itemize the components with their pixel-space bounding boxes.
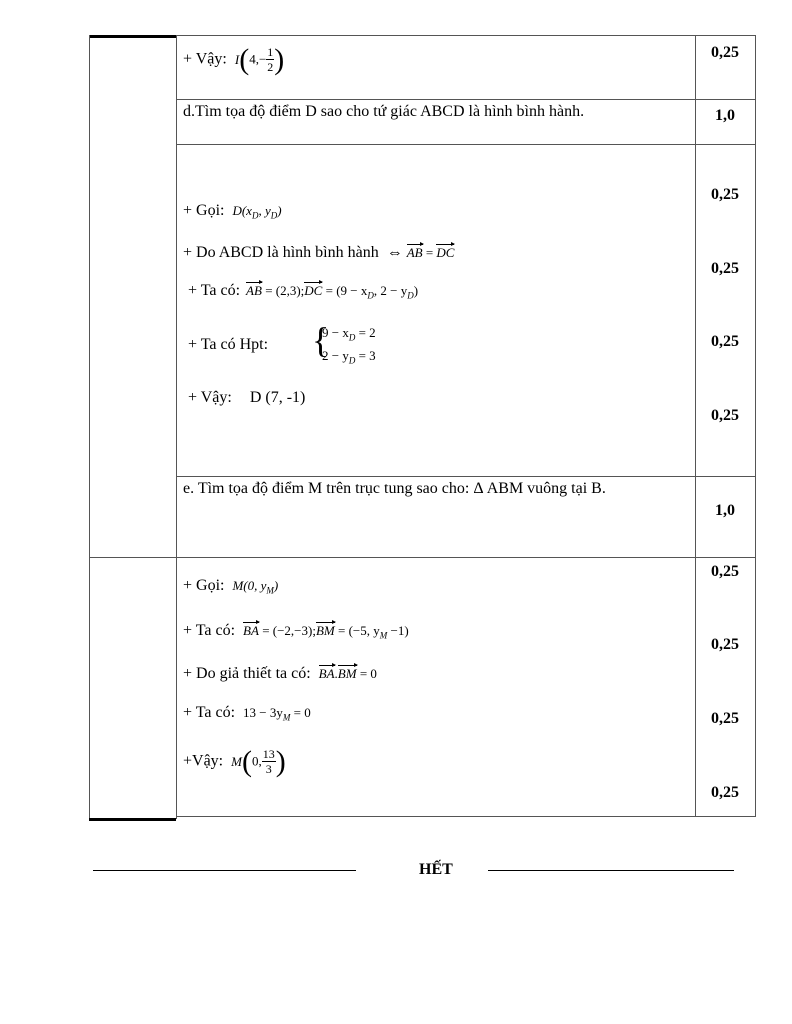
row-divider-3 [176, 476, 755, 477]
row-e-vay-fraction [262, 748, 276, 777]
row-d-taco-sub1: D [367, 290, 374, 301]
row-a-sign: − [258, 51, 267, 67]
row-d-taco-val2: = (9 − x [325, 283, 368, 298]
col-divider-1 [176, 35, 177, 819]
row-d-taco-sub2: D [407, 290, 414, 301]
row-d-do-label: + Do ABCD là hình bình hành [183, 244, 379, 261]
row-d-goi-sub1: D [251, 210, 259, 221]
row-e-vay-den: 3 [265, 761, 272, 776]
row-e-taco2-expr: 13 − 3y [243, 705, 283, 720]
row-a-den: 2 [267, 59, 274, 74]
row-d-hpt-brace: { [312, 320, 330, 360]
row-d-taco-val3: , 2 − y [373, 283, 408, 298]
row-e-taco-label: + Ta có: [183, 622, 236, 639]
row-d-taco-val4: ) [413, 283, 419, 298]
row-d-hpt-line1 [322, 326, 376, 343]
row-d-hpt-l1b: = 2 [355, 325, 376, 340]
row-d-hpt-l2a: 2 − y [322, 348, 349, 363]
row-e-goi-end: ) [273, 578, 279, 593]
row-d-hpt-l1s: D [348, 332, 356, 343]
row-d-goi-end: ) [277, 203, 282, 218]
table-right-border [755, 35, 756, 817]
row-e-taco-vec1: BA [243, 623, 259, 638]
row-e-vay-num: 13 [262, 746, 275, 761]
row-e-taco-vec2: BM [315, 623, 335, 638]
row-e-gt [183, 666, 377, 682]
row-d-do-vec2: DC [436, 245, 455, 260]
row-e-header-score: 1,0 [715, 502, 735, 519]
row-a-x: 4, [249, 51, 259, 67]
table-bottom-border [176, 816, 755, 817]
row-a-name: I [234, 51, 240, 67]
row-e-goi-label: + Gọi: [183, 577, 225, 594]
table-bottom-border-left [89, 818, 176, 821]
row-d-header-score: 1,0 [715, 107, 735, 124]
row-e-taco-sub: M [379, 630, 388, 641]
footer-rule-right [488, 870, 734, 871]
row-e-score-4: 0,25 [711, 784, 739, 801]
table-top-border [176, 35, 755, 36]
row-e-taco-val1: = (−2,−3); [262, 623, 316, 638]
row-d-do-eq: = [425, 245, 434, 260]
row-d-hpt-l2b: = 3 [355, 348, 376, 363]
row-e-goi-expr: M(0, y [232, 578, 267, 593]
row-a-num: 1 [267, 44, 274, 59]
row-e-goi-sub: M [266, 585, 274, 596]
row-e-taco2-sub: M [282, 712, 291, 723]
row-e-gt-vec2: BM [337, 666, 357, 681]
row-d-header: d.Tìm tọa độ điểm D sao cho tứ giác ABCD là hình bình hành. [183, 103, 585, 120]
row-d-score-1: 0,25 [711, 186, 739, 203]
row-d-hpt-l2s: D [348, 355, 356, 366]
row-divider-4 [89, 557, 755, 558]
row-divider-1 [176, 99, 755, 100]
row-e-gt-end: = 0 [356, 666, 377, 681]
row-d-goi-sub2: D [270, 210, 278, 221]
row-d-goi-expr: D(x [232, 203, 252, 218]
row-e-score-3: 0,25 [711, 710, 739, 727]
row-e-vay: +Vậy: M(0, $\frac{13}{3}$ ) [183, 745, 286, 778]
row-d-score-3: 0,25 [711, 333, 739, 350]
row-e-header: e. Tìm tọa độ điểm M trên trục tung sao cho: Δ ABM vuông tại B. [183, 480, 606, 497]
row-e-gt-dot: . [334, 666, 338, 681]
row-e-taco-val3: −1) [387, 623, 409, 638]
table-top-border-left [89, 35, 176, 38]
row-d-taco-label: + Ta có: [188, 282, 241, 299]
row-e-taco2-label: + Ta có: [183, 704, 236, 721]
row-e-vay-name: M [231, 753, 242, 769]
row-e-taco2 [183, 705, 311, 723]
row-d-taco [188, 283, 418, 301]
row-d-do-equiv: ⇔ [386, 244, 403, 261]
row-e-taco2-end: = 0 [290, 705, 311, 720]
row-d-score-4: 0,25 [711, 407, 739, 424]
row-e-vay-label: +Vậy: [183, 752, 224, 770]
row-d-hpt-line2 [322, 349, 376, 366]
row-divider-2 [176, 144, 755, 145]
row-e-vay-x: 0, [251, 753, 262, 769]
row-d-goi-label: + Gọi: [183, 202, 225, 219]
row-d-do-vec1: AB [406, 245, 423, 260]
row-e-gt-label: + Do giả thiết ta có: [183, 665, 311, 682]
row-d-taco-vec1: AB [246, 283, 262, 298]
row-d-hpt-l1a: 9 − x [322, 325, 349, 340]
row-d-vay [188, 390, 305, 406]
row-d-hpt-label: + Ta có Hpt: [188, 336, 269, 353]
row-a-content: + Vậy: I(4,− $\frac{1}{2}$ ) [183, 43, 285, 76]
row-d-do [183, 245, 454, 261]
row-d-vay-value: D (7, -1) [249, 389, 306, 406]
row-e-goi [183, 578, 278, 596]
row-a-prefix: + Vậy: [183, 50, 227, 68]
row-e-taco [183, 623, 409, 641]
row-e-taco-val2: = (−5, y [337, 623, 380, 638]
row-d-vay-label: + Vậy: [188, 389, 232, 406]
footer-end-label: HẾT [419, 861, 453, 878]
row-e-score-2: 0,25 [711, 636, 739, 653]
footer-rule-left [93, 870, 356, 871]
row-d-taco-vec2: DC [304, 283, 323, 298]
col-divider-2 [695, 35, 696, 817]
row-d-goi-mid: , y [258, 203, 271, 218]
row-d-score-2: 0,25 [711, 260, 739, 277]
table-left-border [89, 35, 90, 819]
row-d-goi [183, 203, 282, 221]
row-d-taco-val1: = (2,3); [265, 283, 305, 298]
row-a-score: 0,25 [711, 44, 739, 61]
row-e-gt-vec1: BA [318, 666, 335, 681]
row-e-score-1: 0,25 [711, 563, 739, 580]
